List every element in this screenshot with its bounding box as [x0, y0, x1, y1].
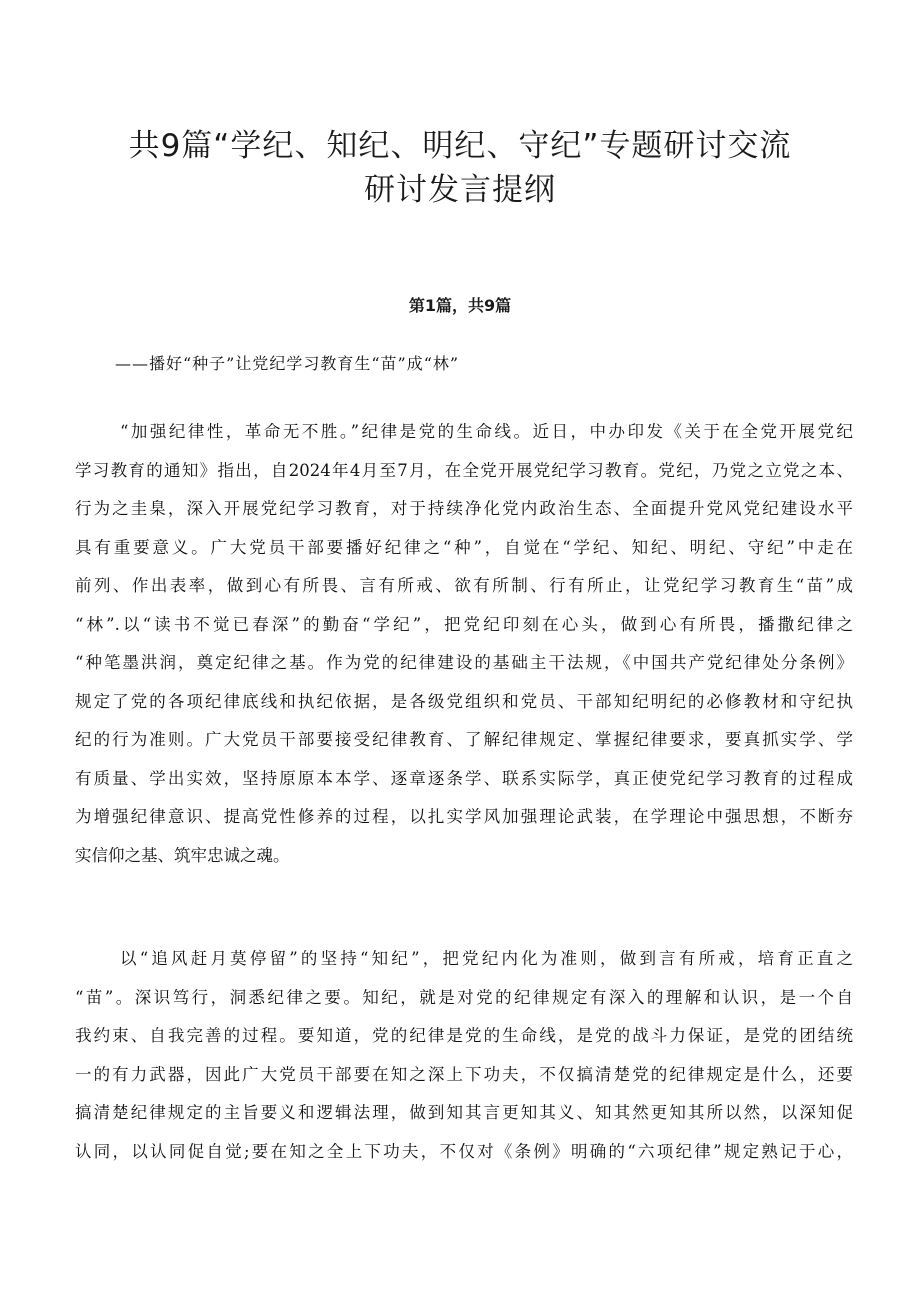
- paragraph-line: “加强纪律性，革命无不胜。”纪律是党的生命线。近日，中办印发《关于在全党开展党纪: [120, 422, 853, 441]
- paragraph-line: 有质量、学出实效，坚持原原本本学、逐章逐条学、联系实际学，真正使党纪学习教育的过程成: [75, 768, 853, 788]
- paragraph-1: [75, 413, 853, 875]
- document-title-line-2: 研讨发言提纲: [364, 172, 556, 208]
- paragraph-line: 纪的行为准则。广大党员干部要接受纪律教育、了解纪律规定、掌握纪律要求，要真抓实学、学: [75, 730, 853, 749]
- paragraph-line: 搞清楚纪律规定的主旨要义和逻辑法理，做到知其言更知其义、知其然更知其所以然，以深知促: [75, 1103, 853, 1122]
- paragraph-line: 规定了党的各项纪律底线和执纪依据，是各级党组织和党员、干部知纪明纪的必修教材和守纪执: [75, 691, 853, 711]
- paragraph-line: 行为之圭臬，深入开展党纪学习教育，对于持续净化党内政治生态、全面提升党风党纪建设水平: [75, 499, 853, 518]
- paragraph-line: 学习教育的通知》指出，自2024年4月至7月，在全党开展党纪学习教育。党纪，乃党之立党之本、: [75, 460, 853, 480]
- paragraph-line: “种笔墨洪润，奠定纪律之基。作为党的纪律建设的基础主干法规，《中国共产党纪律处分条例》: [75, 653, 853, 672]
- paragraph-line: 具有重要意义。广大党员干部要播好纪律之“种”，自觉在“学纪、知纪、明纪、守纪”中走在: [75, 537, 853, 557]
- part-label: 第1篇，共9篇: [408, 296, 512, 315]
- document-title-line-1: 共9篇“学纪、知纪、明纪、守纪”专题研讨交流: [128, 128, 792, 164]
- subtitle: ——播好“种子”让党纪学习教育生“苗”成“林”: [115, 354, 460, 373]
- paragraph-line: “林”.以“读书不觉已春深”的勤奋“学纪”，把党纪印刻在心头，做到心有所畏，播撒纪律之: [75, 614, 853, 634]
- paragraph-line: 一的有力武器，因此广大党员干部要在知之深上下功夫，不仅搞清楚党的纪律规定是什么，还要: [75, 1064, 853, 1084]
- paragraph-line: 前列、作出表率，做到心有所畏、言有所戒、欲有所制、行有所止，让党纪学习教育生“苗”成: [75, 576, 853, 595]
- paragraph-line: 实信仰之基、筑牢忠诚之魂。: [75, 845, 290, 865]
- paragraph-line: 认同，以认同促自觉;要在知之全上下功夫，不仅对《条例》明确的“六项纪律”规定熟记于心，: [75, 1141, 853, 1161]
- paragraph-line: “苗”。深识笃行，洞悉纪律之要。知纪，就是对党的纪律规定有深入的理解和认识，是一个自: [75, 987, 853, 1007]
- paragraph-2: [75, 940, 853, 1171]
- paragraph-line: 我约束、自我完善的过程。要知道，党的纪律是党的生命线，是党的战斗力保证，是党的团结统: [75, 1026, 853, 1045]
- paragraph-line: 为增强纪律意识、提高党性修养的过程，以扎实学风加强理论武装，在学理论中强思想，不断夯: [75, 807, 853, 826]
- paragraph-line: 以“追风赶月莫停留”的坚持“知纪”，把党纪内化为准则，做到言有所戒，培育正直之: [120, 949, 853, 968]
